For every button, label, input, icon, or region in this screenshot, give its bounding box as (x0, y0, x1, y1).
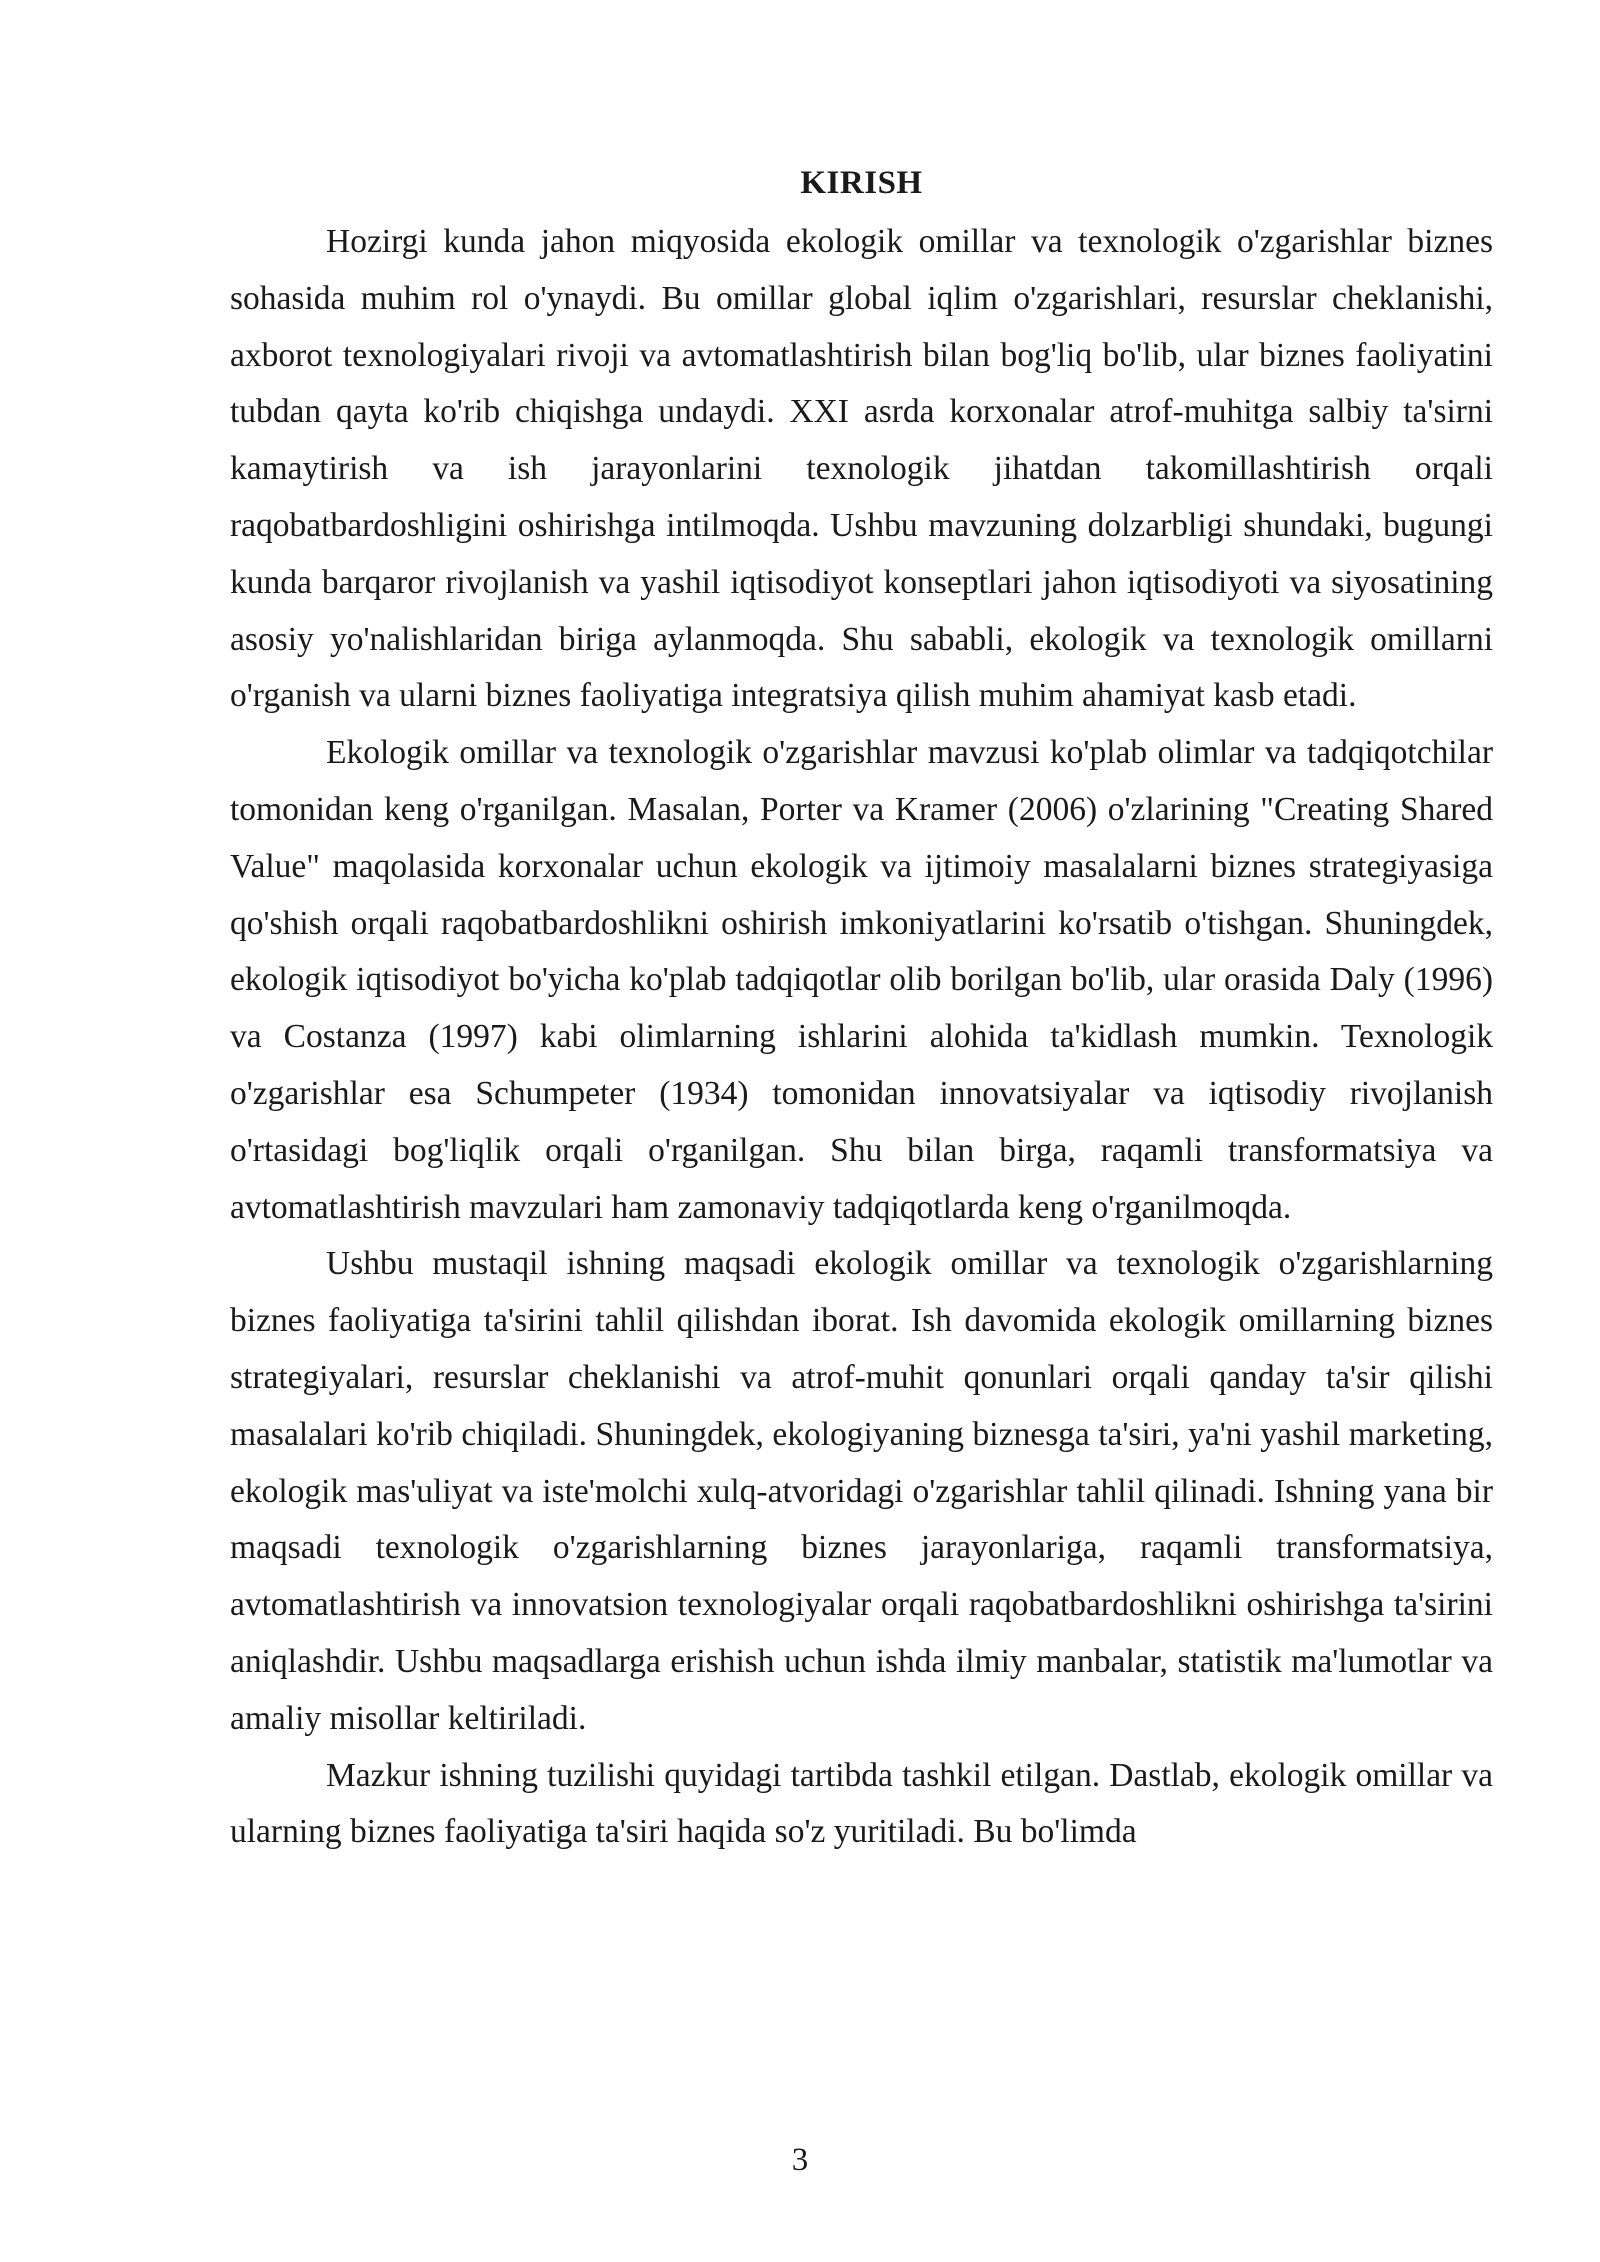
paragraph-literature-review: Ekologik omillar va texnologik o'zgarishlar mavzusi ko'plab olimlar va tadqiqotchilar tomonidan keng o'rganilgan. Masalan, Porter va Kramer (2006) o'zlarining "Creating Shared Value" maqolasida korxonalar uchun ekologik va ijtimoiy masalalarni biznes strategiyasiga qo'shish orqali raqobatbardoshlikni oshirish imkoniyatlarini ko'rsatib o'tishgan. Shuningdek, ekologik iqtisodiyot bo'yicha ko'plab tadqiqotlar olib borilgan bo'lib, ular orasida Daly (1996) va Costanza (1997) kabi olimlarning ishlarini alohida ta'kidlash mumkin. Texnologik o'zgarishlar esa Schumpeter (1934) tomonidan innovatsiyalar va iqtisodiy rivojlanish o'rtasidagi bog'liqlik orqali o'rganilgan. Shu bilan birga, raqamli transformatsiya va avtomatlashtirish mavzulari ham zamonaviy tadqiqotlarda keng o'rganilmoqda. (230, 734, 1493, 1226)
page-number: 3 (791, 2142, 809, 2178)
paragraph-introduction: Hozirgi kunda jahon miqyosida ekologik omillar va texnologik o'zgarishlar biznes sohasida muhim rol o'ynaydi. Bu omillar global iqlim o'zgarishlari, resurslar cheklanishi, axborot texnologiyalari rivoji va avtomatlashtirish bilan bog'liq bo'lib, ular biznes faoliyatini tubdan qayta ko'rib chiqishga undaydi. XXI asrda korxonalar atrof-muhitga salbiy ta'sirni kamaytirish va ish jarayonlarini texnologik jihatdan takomillashtirish orqali raqobatbardoshligini oshirishga intilmoqda. Ushbu mavzuning dolzarbligi shundaki, bugungi kunda barqaror rivojlanish va yashil iqtisodiyot konseptlari jahon iqtisodiyoti va siyosatining asosiy yo'nalishlaridan biriga aylanmoqda. Shu sababli, ekologik va texnologik omillarni o'rganish va ularni biznes faoliyatiga integratsiya qilish muhim ahamiyat kasb etadi. (230, 223, 1493, 715)
paragraph-structure: Mazkur ishning tuzilishi quyidagi tartibda tashkil etilgan. Dastlab, ekologik omillar va ularning biznes faoliyatiga ta'siri haqida so'z yuritiladi. Bu bo'limda (230, 1756, 1493, 1851)
paragraph-objectives: Ushbu mustaqil ishning maqsadi ekologik omillar va texnologik o'zgarishlarning biznes faoliyatiga ta'sirini tahlil qilishdan iborat. Ish davomida ekologik omillarning biznes strategiyalari, resurslar cheklanishi va atrof-muhit qonunlari orqali qanday ta'sir qilishi masalalari ko'rib chiqiladi. Shuningdek, ekologiyaning biznesga ta'siri, ya'ni yashil marketing, ekologik mas'uliyat va iste'molchi xulq-atvoridagi o'zgarishlar tahlil qilinadi. Ishning yana bir maqsadi texnologik o'zgarishlarning biznes jarayonlariga, raqamli transformatsiya, avtomatlashtirish va innovatsion texnologiyalar orqali raqobatbardoshlikni oshirishga ta'sirini aniqlashdir. Ushbu maqsadlarga erishish uchun ishda ilmiy manbalar, statistik ma'lumotlar va amaliy misollar keltiriladi. (230, 1245, 1493, 1737)
page-content (230, 160, 1493, 1861)
section-title: KIRISH (800, 165, 923, 201)
